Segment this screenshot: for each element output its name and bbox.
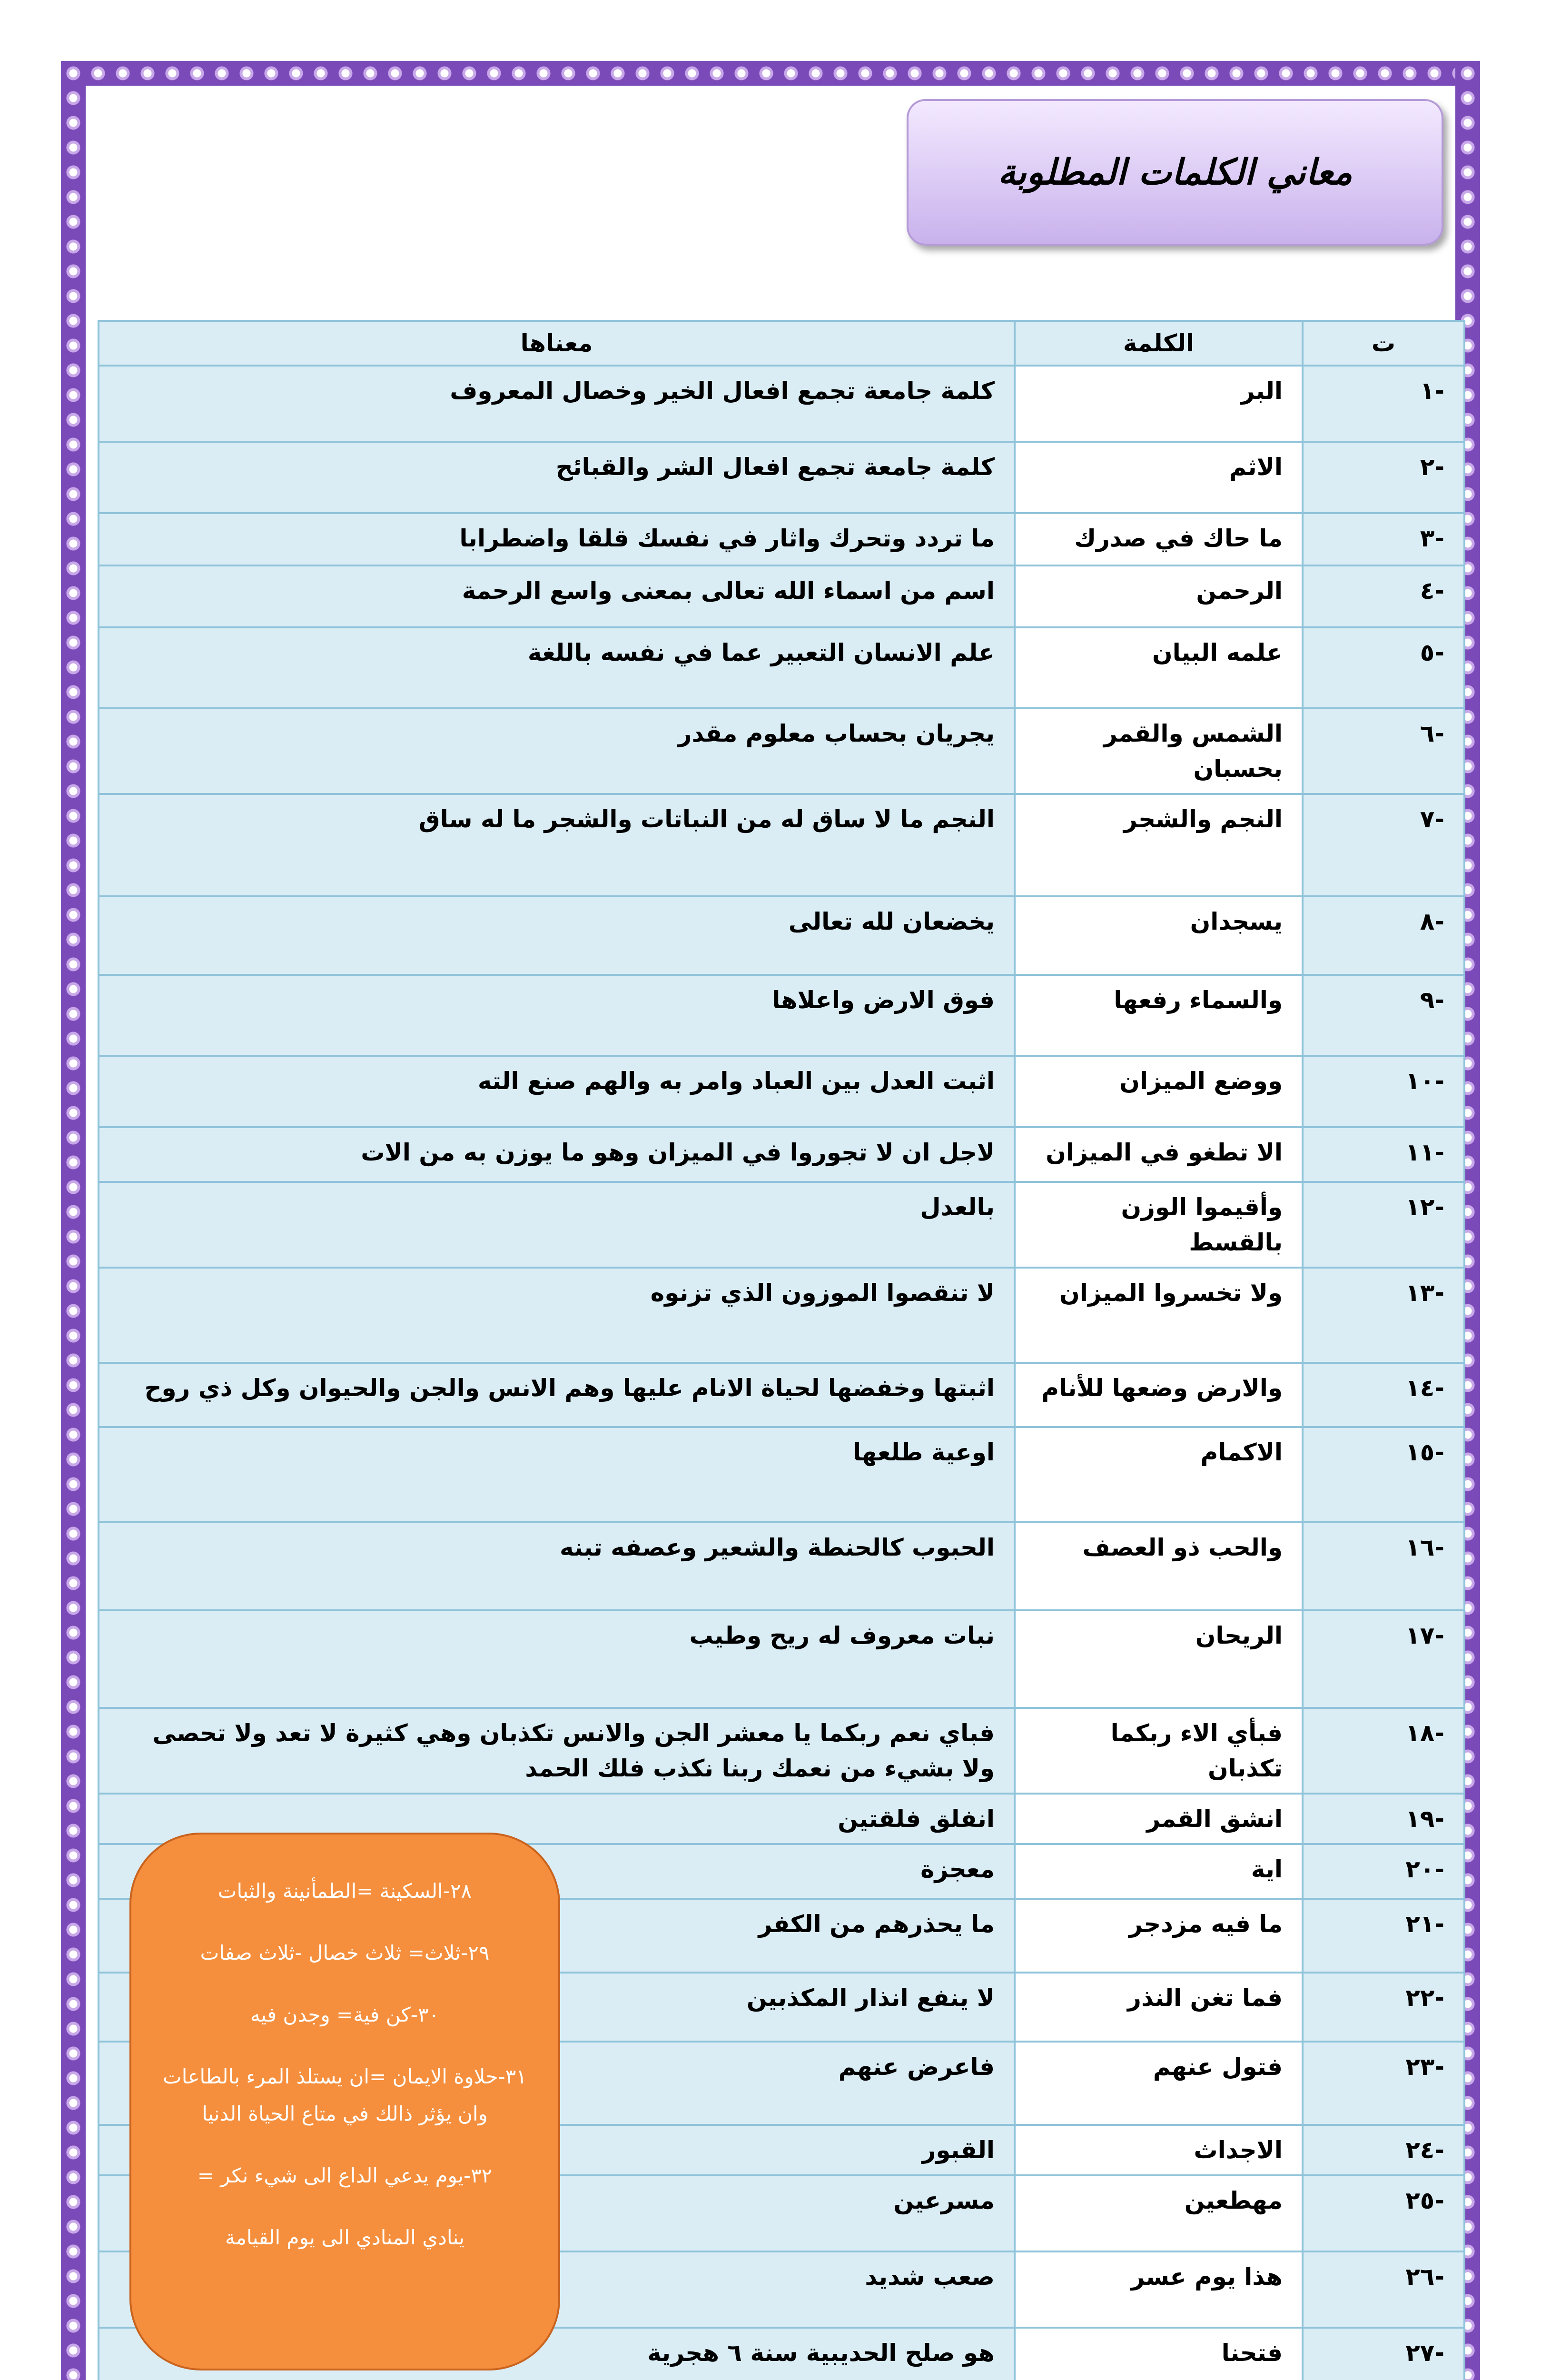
- row-meaning: اثبتها وخفضها لحياة الانام عليها وهم الانس والجن والحيوان وكل ذي روح: [99, 1363, 1015, 1427]
- row-meaning: كلمة جامعة تجمع افعال الشر والقبائح: [99, 442, 1015, 513]
- row-number: -٦: [1303, 708, 1464, 794]
- row-meaning: فباي نعم ربكما يا معشر الجن والانس تكذبان وهي كثيرة لا تعد ولا تحصى ولا بشيء من نعمك ربنا نكذب فلك الحمد: [99, 1708, 1015, 1794]
- row-meaning: كلمة جامعة تجمع افعال الخير وخصال المعروف: [99, 366, 1015, 442]
- table-row: [99, 1522, 1464, 1610]
- row-word: ولا تخسروا الميزان: [1015, 1268, 1303, 1363]
- row-number: -٥: [1303, 627, 1464, 708]
- row-meaning: القبور: [99, 2125, 1015, 2175]
- note-item: ٢٨-السكينة =الطمأنينة والثبات: [217, 1879, 472, 1903]
- row-word: فتول عنهم: [1015, 2042, 1303, 2125]
- table-row: [99, 1268, 1464, 1363]
- note-item: ٣١-حلاوة الايمان =ان يستلذ المرء بالطاعات وان يؤثر ذالك في متاع الحياة الدنيا: [163, 2065, 527, 2125]
- table-row: [99, 627, 1464, 708]
- row-number: -٢١: [1303, 1899, 1464, 1973]
- row-word: الاجداث: [1015, 2125, 1303, 2175]
- table-row: [99, 1182, 1464, 1268]
- row-meaning: لا تنقصوا الموزون الذي تزنوه: [99, 1268, 1015, 1363]
- note-item: ٣٠-كن فية= وجدن فيه: [250, 2003, 440, 2026]
- row-number: -٢٤: [1303, 2125, 1464, 2175]
- row-word: والسماء رفعها: [1015, 975, 1303, 1056]
- table-row: [99, 1363, 1464, 1427]
- note-item: ٢٩-ثلاث= ثلاث خصال -ثلاث صفات: [200, 1941, 490, 1964]
- row-word: ما فيه مزدجر: [1015, 1899, 1303, 1973]
- row-number: -٢٢: [1303, 1973, 1464, 2042]
- row-meaning: مسرعين: [99, 2175, 1015, 2251]
- row-number: -١٥: [1303, 1427, 1464, 1522]
- row-number: -١٩: [1303, 1794, 1464, 1844]
- row-meaning: بالعدل: [99, 1182, 1015, 1268]
- row-word: والحب ذو العصف: [1015, 1522, 1303, 1610]
- table-row: [99, 896, 1464, 975]
- row-word: الشمس والقمر بحسبان: [1015, 708, 1303, 794]
- row-number: -٢٦: [1303, 2251, 1464, 2328]
- table-row: [99, 708, 1464, 794]
- row-word: وأقيموا الوزن بالقسط: [1015, 1182, 1303, 1268]
- row-number: -٢٣: [1303, 2042, 1464, 2125]
- row-word: الا تطغو في الميزان: [1015, 1127, 1303, 1182]
- header-word: الكلمة: [1015, 321, 1303, 366]
- row-number: -٢: [1303, 442, 1464, 513]
- row-number: -١٢: [1303, 1182, 1464, 1268]
- decorative-border-left: [61, 61, 86, 2380]
- row-meaning: اسم من اسماء الله تعالى بمعنى واسع الرحمة: [99, 565, 1015, 627]
- row-number: -١١: [1303, 1127, 1464, 1182]
- header-meaning: معناها: [99, 321, 1015, 366]
- row-number: -٢٧: [1303, 2328, 1464, 2380]
- row-word: الاكمام: [1015, 1427, 1303, 1522]
- row-meaning: صعب شديد: [99, 2251, 1015, 2328]
- row-meaning: ما تردد وتحرك واثار في نفسك قلقا واضطرابا: [99, 513, 1015, 565]
- row-number: -١٦: [1303, 1522, 1464, 1610]
- row-meaning: لاجل ان لا تجوروا في الميزان وهو ما يوزن به من الات: [99, 1127, 1015, 1182]
- table-row: [99, 794, 1464, 896]
- page-title: معاني الكلمات المطلوبة: [998, 152, 1353, 193]
- row-number: -١: [1303, 366, 1464, 442]
- row-number: -٣: [1303, 513, 1464, 565]
- row-number: -١٠: [1303, 1056, 1464, 1127]
- row-word: مهطعين: [1015, 2175, 1303, 2251]
- note-item: ينادي المنادي الى يوم القيامة: [225, 2226, 464, 2249]
- row-number: -١٣: [1303, 1268, 1464, 1363]
- row-word: فبأي الاء ربكما تكذبان: [1015, 1708, 1303, 1794]
- title-box: [907, 99, 1443, 246]
- notes-box: [129, 1833, 560, 2370]
- table-row: [99, 513, 1464, 565]
- table-row: [99, 565, 1464, 627]
- table-row: [99, 1127, 1464, 1182]
- row-number: -٩: [1303, 975, 1464, 1056]
- row-meaning: النجم ما لا ساق له من النباتات والشجر ما له ساق: [99, 794, 1015, 896]
- table-row: [99, 1610, 1464, 1708]
- decorative-border-top: [61, 61, 1480, 86]
- row-number: -٧: [1303, 794, 1464, 896]
- note-item: ٣٢-يوم يدعي الداع الى شيء نكر =: [197, 2164, 493, 2187]
- row-number: -٢٠: [1303, 1844, 1464, 1899]
- row-word: الرحمن: [1015, 565, 1303, 627]
- row-meaning: اثبت العدل بين العباد وامر به والهم صنع الته: [99, 1056, 1015, 1127]
- row-word: والارض وضعها للأنام: [1015, 1363, 1303, 1427]
- row-meaning: يجريان بحساب معلوم مقدر: [99, 708, 1015, 794]
- row-word: هذا يوم عسر: [1015, 2251, 1303, 2328]
- row-number: -١٧: [1303, 1610, 1464, 1708]
- row-word: الاثم: [1015, 442, 1303, 513]
- row-word: ما حاك في صدرك: [1015, 513, 1303, 565]
- table-row: [99, 975, 1464, 1056]
- row-word: انشق القمر: [1015, 1794, 1303, 1844]
- row-meaning: انفلق فلقتين: [99, 1794, 1015, 1844]
- row-meaning: فاعرض عنهم: [99, 2042, 1015, 2125]
- row-meaning: لا ينفع انذار المكذبين: [99, 1973, 1015, 2042]
- row-word: علمه البيان: [1015, 627, 1303, 708]
- row-meaning: ما يحذرهم من الكفر: [99, 1899, 1015, 1973]
- table-header-row: [99, 321, 1464, 366]
- row-meaning: معجزة: [99, 1844, 1015, 1899]
- row-meaning: يخضعان لله تعالى: [99, 896, 1015, 975]
- row-word: النجم والشجر: [1015, 794, 1303, 896]
- row-meaning: علم الانسان التعبير عما في نفسه باللغة: [99, 627, 1015, 708]
- header-number: ت: [1303, 321, 1464, 366]
- row-word: الريحان: [1015, 1610, 1303, 1708]
- table-row: [99, 366, 1464, 442]
- row-number: -٤: [1303, 565, 1464, 627]
- row-meaning: نبات معروف له ريح وطيب: [99, 1610, 1015, 1708]
- row-number: -٢٥: [1303, 2175, 1464, 2251]
- table-row: [99, 1056, 1464, 1127]
- row-meaning: فوق الارض واعلاها: [99, 975, 1015, 1056]
- row-number: -١٤: [1303, 1363, 1464, 1427]
- row-word: اية: [1015, 1844, 1303, 1899]
- row-word: فتحنا: [1015, 2328, 1303, 2380]
- row-meaning: اوعية طلعها: [99, 1427, 1015, 1522]
- row-meaning: هو صلح الحديبية سنة ٦ هجرية: [99, 2328, 1015, 2380]
- row-word: البر: [1015, 366, 1303, 442]
- row-word: فما تغن النذر: [1015, 1973, 1303, 2042]
- row-word: ووضع الميزان: [1015, 1056, 1303, 1127]
- table-row: [99, 1427, 1464, 1522]
- table-row: [99, 1708, 1464, 1794]
- row-number: -٨: [1303, 896, 1464, 975]
- row-word: يسجدان: [1015, 896, 1303, 975]
- table-row: [99, 442, 1464, 513]
- row-meaning: الحبوب كالحنطة والشعير وعصفه تبنه: [99, 1522, 1015, 1610]
- row-number: -١٨: [1303, 1708, 1464, 1794]
